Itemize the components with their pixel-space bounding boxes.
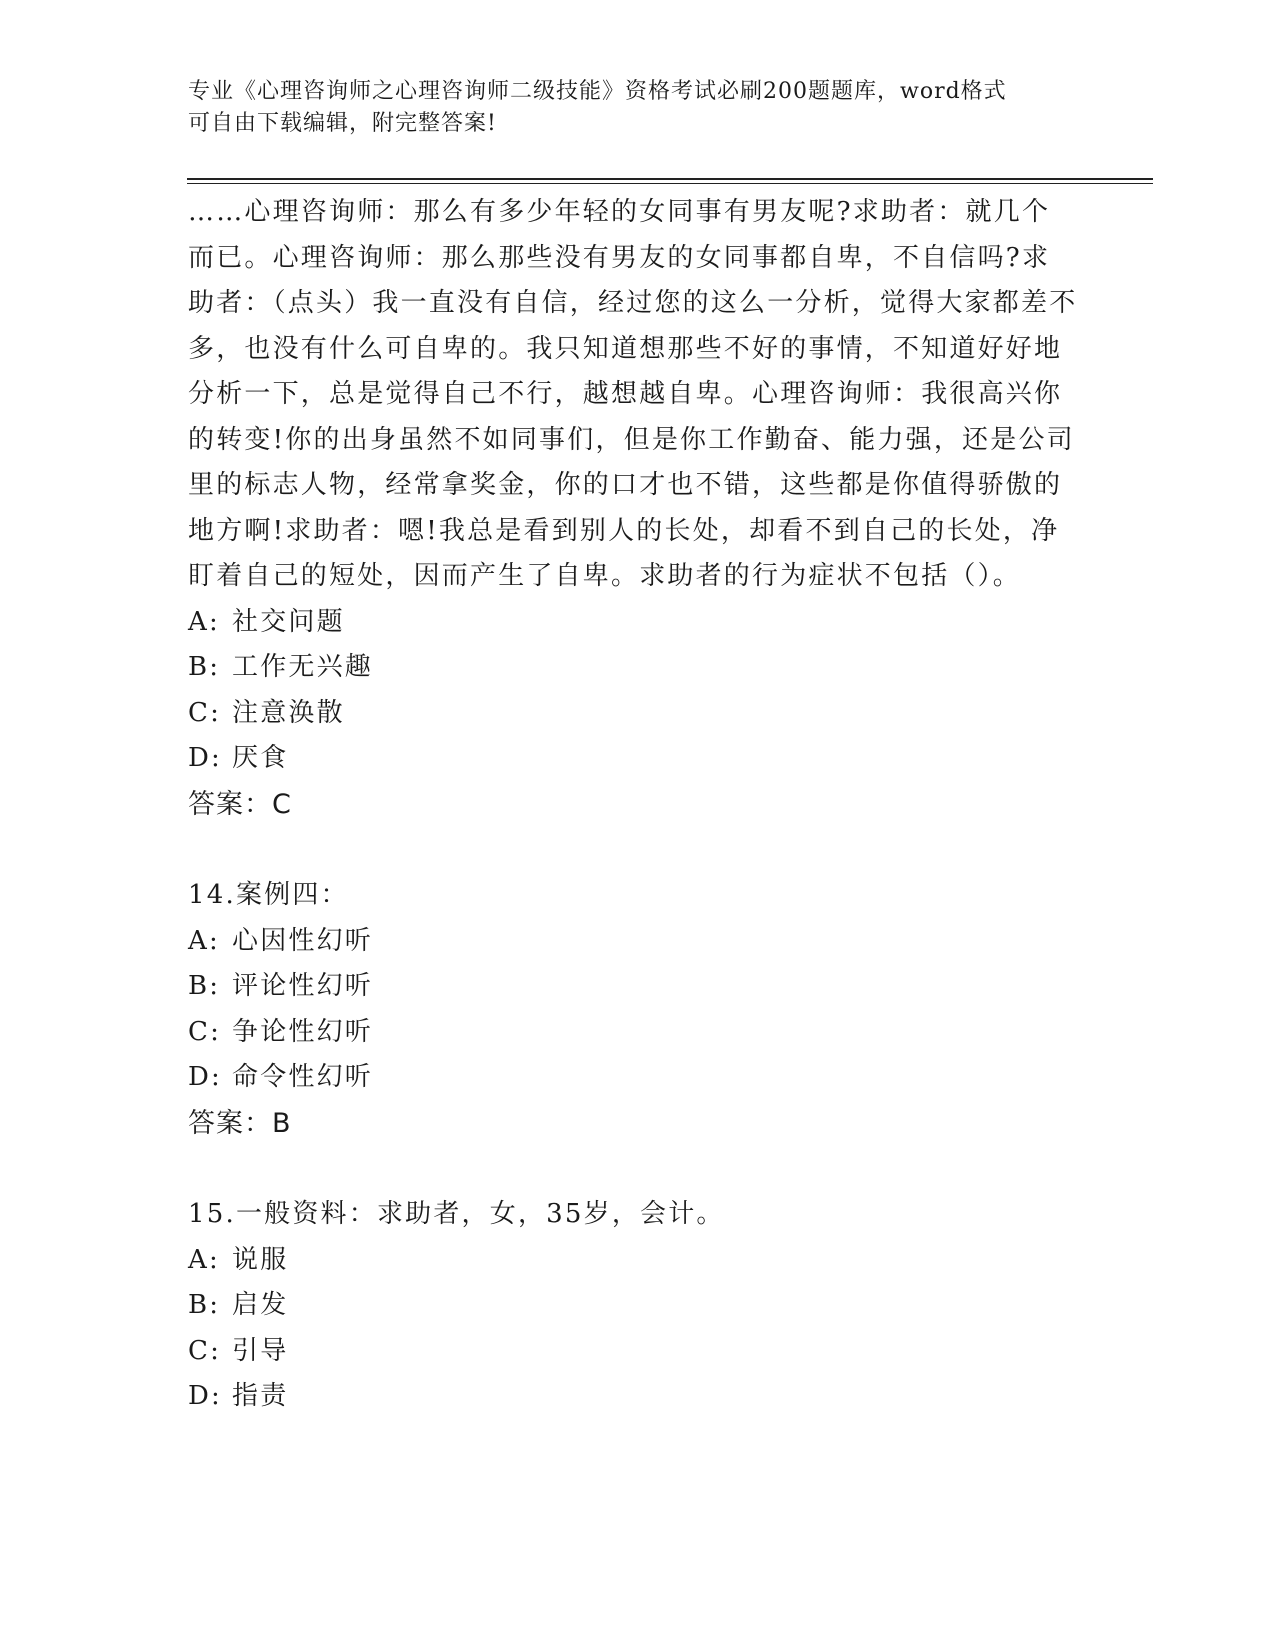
question-stem: ……心理咨询师：那么有多少年轻的女同事有男友呢?求助者：就几个而已。心理咨询师：那么那些没有男友的女同事都自卑，不自信吗?求助者：（点头）我一直没有自信，经过您的这么一分析，觉得大家都差不多，也没有什么可自卑的。我只知道想那些不好的事情，不知道好好地分析一下，总是觉得自己不行，越想越自卑。心理咨询师：我很高兴你的转变!你的出身虽然不如同事们，但是你工作勤奋、能力强，还是公司里的标志人物，经常拿奖金，你的口才也不错，这些都是你值得骄傲的地方啊!求助者：嗯!我总是看到别人的长处，却看不到自己的长处，净盯着自己的短处，因而产生了自卑。求助者的行为症状不包括（）。 xyxy=(188,197,1078,591)
option-text: 厌食 xyxy=(232,743,289,773)
question-14 xyxy=(188,873,1078,1146)
option-letter: D: xyxy=(188,1062,223,1092)
answer-line: 答案：B xyxy=(188,1107,292,1139)
document-header xyxy=(188,76,1068,140)
option-a xyxy=(188,919,1078,965)
option-text: 命令性幻听 xyxy=(232,1062,374,1092)
header-divider-thick xyxy=(187,178,1153,180)
question-stem: 15.一般资料：求助者，女，35岁，会计。 xyxy=(188,1199,725,1229)
option-text: 启发 xyxy=(232,1290,289,1320)
option-letter: A: xyxy=(188,1244,220,1275)
option-a xyxy=(188,600,1078,646)
answer-line: 答案：C xyxy=(188,788,292,820)
option-letter: C: xyxy=(188,1016,222,1047)
question-stem: 14.案例四： xyxy=(188,880,349,910)
option-b xyxy=(188,1283,1078,1329)
option-letter: D: xyxy=(188,1381,223,1411)
option-letter: B: xyxy=(188,971,221,1001)
header-line-2: 可自由下载编辑，附完整答案! xyxy=(188,111,497,136)
header-line-1: 专业《心理咨询师之心理咨询师二级技能》资格考试必刷200题题库，word格式 xyxy=(188,79,1007,104)
question-13 xyxy=(188,190,1078,827)
option-text: 引导 xyxy=(232,1335,289,1366)
option-letter: B: xyxy=(188,652,221,682)
option-text: 说服 xyxy=(232,1244,289,1275)
option-text: 心因性幻听 xyxy=(232,925,374,956)
option-d xyxy=(188,1055,1078,1101)
option-a xyxy=(188,1238,1078,1284)
option-text: 注意涣散 xyxy=(232,697,345,728)
option-letter: B: xyxy=(188,1290,221,1320)
option-letter: C: xyxy=(188,1335,222,1366)
option-text: 争论性幻听 xyxy=(232,1016,374,1047)
option-letter: D: xyxy=(188,743,223,773)
spacer xyxy=(188,1146,1078,1192)
option-d xyxy=(188,1374,1078,1420)
header-divider-thin xyxy=(187,183,1153,184)
option-text: 评论性幻听 xyxy=(232,971,374,1001)
option-text: 社交问题 xyxy=(232,606,345,637)
option-b xyxy=(188,964,1078,1010)
option-letter: C: xyxy=(188,697,222,728)
option-c xyxy=(188,691,1078,737)
option-d xyxy=(188,736,1078,782)
option-c xyxy=(188,1010,1078,1056)
option-letter: A: xyxy=(188,606,220,637)
option-b xyxy=(188,645,1078,691)
document-body xyxy=(188,190,1078,1420)
question-15 xyxy=(188,1192,1078,1420)
option-letter: A: xyxy=(188,925,220,956)
spacer xyxy=(188,827,1078,873)
option-text: 指责 xyxy=(232,1381,289,1411)
option-text: 工作无兴趣 xyxy=(232,652,374,682)
option-c xyxy=(188,1329,1078,1375)
